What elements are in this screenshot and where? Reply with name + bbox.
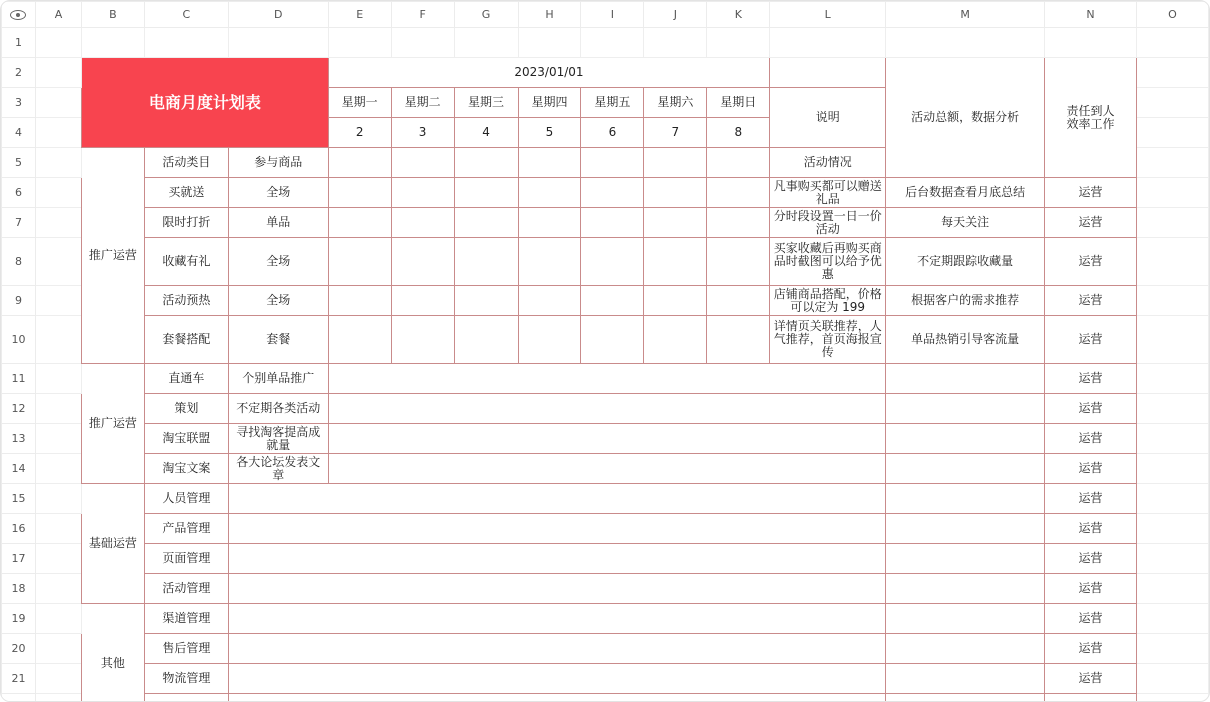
column-header[interactable]: E	[328, 2, 391, 28]
cell[interactable]	[391, 148, 454, 178]
activity-type-cell[interactable]: 产品管理	[144, 514, 228, 544]
cell[interactable]	[35, 664, 81, 694]
cell[interactable]	[707, 286, 770, 316]
owner-cell[interactable]: 运营	[1045, 484, 1137, 514]
cell[interactable]	[144, 28, 228, 58]
activity-type-cell[interactable]: 物流管理	[144, 664, 228, 694]
row-header[interactable]: 12	[2, 394, 36, 424]
cell[interactable]	[35, 634, 81, 664]
cell[interactable]	[35, 238, 81, 286]
merged-cell[interactable]	[228, 694, 885, 702]
cell[interactable]	[644, 286, 707, 316]
note-cell[interactable]: 分时段设置一日一价活动	[770, 208, 886, 238]
day-number-cell[interactable]: 7	[644, 118, 707, 148]
cell[interactable]	[35, 88, 81, 118]
row-header[interactable]: 1	[2, 28, 36, 58]
cell[interactable]	[886, 664, 1045, 694]
note-header-cell[interactable]: 说明	[770, 88, 886, 148]
goods-cell[interactable]: 全场	[228, 178, 328, 208]
column-header[interactable]: N	[1045, 2, 1137, 28]
cell[interactable]	[35, 694, 81, 702]
owner-cell[interactable]: 运营	[1045, 544, 1137, 574]
sheet-row	[2, 634, 1209, 664]
merged-cell[interactable]	[328, 424, 885, 454]
cell[interactable]	[1136, 394, 1208, 424]
owner-cell[interactable]: 运营	[1045, 316, 1137, 364]
owner-header-cell[interactable]: 责任到人 效率工作	[1045, 58, 1137, 178]
cell[interactable]	[35, 484, 81, 514]
cell[interactable]	[228, 28, 328, 58]
cell[interactable]	[328, 28, 391, 58]
cell[interactable]	[454, 178, 518, 208]
cell[interactable]	[581, 208, 644, 238]
cell[interactable]	[1136, 286, 1208, 316]
cell[interactable]	[581, 178, 644, 208]
cell[interactable]	[707, 148, 770, 178]
cell[interactable]	[1136, 148, 1208, 178]
cell[interactable]	[1136, 118, 1208, 148]
sheet-row	[2, 286, 1209, 316]
cell[interactable]	[35, 604, 81, 634]
owner-cell[interactable]: 运营	[1045, 286, 1137, 316]
cell[interactable]	[454, 28, 518, 58]
row-header[interactable]: 9	[2, 286, 36, 316]
cell[interactable]	[581, 316, 644, 364]
row-header[interactable]	[2, 694, 36, 702]
cell[interactable]	[644, 208, 707, 238]
note-cell[interactable]: 买家收藏后再购买商品时截图可以给予优惠	[770, 238, 886, 286]
day-number-cell[interactable]: 5	[518, 118, 581, 148]
cell[interactable]	[144, 694, 228, 702]
group-cell[interactable]: 基础运营	[81, 484, 144, 604]
weekday-cell[interactable]: 星期三	[454, 88, 518, 118]
activity-type-cell[interactable]: 售后管理	[144, 634, 228, 664]
row-header[interactable]: 16	[2, 514, 36, 544]
cell[interactable]	[328, 316, 391, 364]
cell[interactable]	[1136, 694, 1208, 702]
cell[interactable]	[518, 148, 581, 178]
sheet-row	[2, 28, 1209, 58]
row-header[interactable]: 4	[2, 118, 36, 148]
row-header[interactable]: 19	[2, 604, 36, 634]
goods-cell[interactable]: 套餐	[228, 316, 328, 364]
cell[interactable]	[1136, 544, 1208, 574]
row-header[interactable]: 17	[2, 544, 36, 574]
cell[interactable]	[35, 454, 81, 484]
merged-cell[interactable]	[228, 634, 885, 664]
column-header[interactable]: D	[228, 2, 328, 28]
cell[interactable]	[707, 316, 770, 364]
sheet-row	[2, 604, 1209, 634]
cell[interactable]	[328, 208, 391, 238]
cell[interactable]	[707, 28, 770, 58]
cell[interactable]	[1136, 88, 1208, 118]
cell[interactable]	[328, 178, 391, 208]
cell[interactable]	[886, 694, 1045, 702]
activity-type-cell[interactable]: 策划	[144, 394, 228, 424]
weekday-cell[interactable]: 星期四	[518, 88, 581, 118]
cell[interactable]	[644, 178, 707, 208]
cell[interactable]	[518, 208, 581, 238]
sheet-row	[2, 514, 1209, 544]
sheet-row	[2, 364, 1209, 394]
cell[interactable]	[1136, 664, 1208, 694]
activity-type-cell[interactable]: 限时打折	[144, 208, 228, 238]
column-header[interactable]: G	[454, 2, 518, 28]
owner-cell[interactable]: 运营	[1045, 238, 1137, 286]
col-header-cell[interactable]: 参与商品	[228, 148, 328, 178]
merged-cell[interactable]	[328, 364, 885, 394]
day-number-cell[interactable]: 8	[707, 118, 770, 148]
analysis-cell[interactable]: 每天关注	[886, 208, 1045, 238]
sheet-row	[2, 178, 1209, 208]
col-header-cell[interactable]: 活动情况	[770, 148, 886, 178]
cell[interactable]	[328, 286, 391, 316]
cell[interactable]	[1045, 28, 1137, 58]
column-header[interactable]: J	[644, 2, 707, 28]
merged-cell[interactable]	[228, 514, 885, 544]
cell[interactable]	[581, 148, 644, 178]
row-header[interactable]: 10	[2, 316, 36, 364]
cell[interactable]	[35, 364, 81, 394]
cell[interactable]	[1136, 178, 1208, 208]
goods-cell[interactable]: 各大论坛发表文章	[228, 454, 328, 484]
cell[interactable]	[35, 118, 81, 148]
cell[interactable]	[35, 574, 81, 604]
cell[interactable]	[35, 28, 81, 58]
goods-cell[interactable]: 寻找淘客提高成就量	[228, 424, 328, 454]
sheet-row	[2, 238, 1209, 286]
date-cell[interactable]: 2023/01/01	[328, 58, 770, 88]
analysis-cell[interactable]: 后台数据查看月底总结	[886, 178, 1045, 208]
cell[interactable]	[454, 316, 518, 364]
activity-type-cell[interactable]: 淘宝联盟	[144, 424, 228, 454]
cell[interactable]	[1136, 454, 1208, 484]
cell[interactable]	[1136, 238, 1208, 286]
analysis-cell[interactable]: 单品热销引导客流量	[886, 316, 1045, 364]
merged-cell[interactable]	[328, 454, 885, 484]
weekday-cell[interactable]: 星期二	[391, 88, 454, 118]
row-header[interactable]: 13	[2, 424, 36, 454]
row-header[interactable]: 7	[2, 208, 36, 238]
group-cell[interactable]: 其他	[81, 604, 144, 702]
note-cell[interactable]: 凡事购买都可以赠送礼品	[770, 178, 886, 208]
row-header[interactable]: 8	[2, 238, 36, 286]
day-number-cell[interactable]: 3	[391, 118, 454, 148]
weekday-cell[interactable]: 星期日	[707, 88, 770, 118]
cell[interactable]	[35, 514, 81, 544]
analysis-cell[interactable]: 根据客户的需求推荐	[886, 286, 1045, 316]
sheet-row	[2, 394, 1209, 424]
cell[interactable]	[886, 604, 1045, 634]
sheet-row	[2, 58, 1209, 88]
cell[interactable]	[328, 148, 391, 178]
cell[interactable]	[1136, 424, 1208, 454]
column-header[interactable]: F	[391, 2, 454, 28]
day-number-cell[interactable]: 2	[328, 118, 391, 148]
cell[interactable]	[35, 424, 81, 454]
note-cell[interactable]: 详情页关联推荐，人气推荐，首页海报宣传	[770, 316, 886, 364]
analysis-header-cell[interactable]: 活动总额，数据分析	[886, 58, 1045, 178]
cell[interactable]	[1136, 484, 1208, 514]
goods-cell[interactable]: 单品	[228, 208, 328, 238]
owner-cell[interactable]: 运营	[1045, 208, 1137, 238]
row-header[interactable]: 21	[2, 664, 36, 694]
cell[interactable]	[518, 286, 581, 316]
analysis-cell[interactable]: 不定期跟踪收藏量	[886, 238, 1045, 286]
goods-cell[interactable]: 不定期各类活动	[228, 394, 328, 424]
cell[interactable]	[1136, 634, 1208, 664]
owner-cell[interactable]: 运营	[1045, 574, 1137, 604]
cell[interactable]	[391, 28, 454, 58]
cell[interactable]	[391, 208, 454, 238]
merged-cell[interactable]	[228, 604, 885, 634]
cell[interactable]	[35, 394, 81, 424]
sheet-row	[2, 664, 1209, 694]
owner-cell[interactable]: 运营	[1045, 178, 1137, 208]
column-header-row	[2, 2, 1209, 28]
cell[interactable]	[35, 316, 81, 364]
cell[interactable]	[581, 28, 644, 58]
cell[interactable]	[35, 544, 81, 574]
note-cell[interactable]: 店铺商品搭配，价格可以定为 199	[770, 286, 886, 316]
activity-type-cell[interactable]: 套餐搭配	[144, 316, 228, 364]
sheet-row	[2, 484, 1209, 514]
cell[interactable]	[886, 634, 1045, 664]
cell[interactable]	[581, 238, 644, 286]
cell[interactable]	[518, 28, 581, 58]
cell[interactable]	[454, 208, 518, 238]
column-header[interactable]: K	[707, 2, 770, 28]
cell[interactable]	[1136, 514, 1208, 544]
cell[interactable]	[886, 394, 1045, 424]
cell[interactable]	[886, 454, 1045, 484]
row-header[interactable]: 2	[2, 58, 36, 88]
cell[interactable]	[1136, 58, 1208, 88]
row-header[interactable]: 11	[2, 364, 36, 394]
title-cell[interactable]: 电商月度计划表	[81, 58, 328, 148]
cell[interactable]	[35, 148, 81, 178]
activity-type-cell[interactable]: 活动预热	[144, 286, 228, 316]
cell[interactable]	[328, 238, 391, 286]
cell[interactable]	[454, 148, 518, 178]
owner-cell[interactable]: 运营	[1045, 424, 1137, 454]
cell[interactable]	[518, 238, 581, 286]
weekday-cell[interactable]: 星期一	[328, 88, 391, 118]
sheet-row	[2, 424, 1209, 454]
owner-cell[interactable]: 运营	[1045, 514, 1137, 544]
column-header[interactable]: L	[770, 2, 886, 28]
cell[interactable]	[770, 58, 886, 88]
cell[interactable]	[454, 238, 518, 286]
cell[interactable]	[886, 514, 1045, 544]
cell[interactable]	[518, 316, 581, 364]
column-header[interactable]: M	[886, 2, 1045, 28]
owner-cell[interactable]: 运营	[1045, 664, 1137, 694]
row-header[interactable]: 6	[2, 178, 36, 208]
cell[interactable]	[391, 178, 454, 208]
sheet-grid	[1, 1, 1209, 702]
cell[interactable]	[707, 178, 770, 208]
row-header[interactable]: 14	[2, 454, 36, 484]
cell[interactable]	[391, 316, 454, 364]
day-number-cell[interactable]: 6	[581, 118, 644, 148]
activity-type-cell[interactable]: 收藏有礼	[144, 238, 228, 286]
cell[interactable]	[644, 316, 707, 364]
cell[interactable]	[391, 286, 454, 316]
merged-cell[interactable]	[228, 484, 885, 514]
activity-type-cell[interactable]: 人员管理	[144, 484, 228, 514]
merged-cell[interactable]	[328, 394, 885, 424]
row-header[interactable]: 5	[2, 148, 36, 178]
cell[interactable]	[1136, 364, 1208, 394]
column-header[interactable]: C	[144, 2, 228, 28]
cell[interactable]	[35, 178, 81, 208]
owner-cell[interactable]: 运营	[1045, 454, 1137, 484]
cell[interactable]	[644, 28, 707, 58]
day-number-cell[interactable]: 4	[454, 118, 518, 148]
cell[interactable]	[1136, 208, 1208, 238]
cell[interactable]	[886, 484, 1045, 514]
cell[interactable]	[1136, 604, 1208, 634]
cell[interactable]	[454, 286, 518, 316]
goods-cell[interactable]: 全场	[228, 286, 328, 316]
cell[interactable]	[707, 238, 770, 286]
row-header[interactable]: 3	[2, 88, 36, 118]
row-header[interactable]: 15	[2, 484, 36, 514]
cell[interactable]	[581, 286, 644, 316]
sheet-row	[2, 454, 1209, 484]
cell[interactable]	[886, 364, 1045, 394]
cell[interactable]	[1045, 694, 1137, 702]
col-header-cell[interactable]: 活动类目	[144, 148, 228, 178]
column-header[interactable]: A	[35, 2, 81, 28]
cell[interactable]	[886, 544, 1045, 574]
group-cell[interactable]: 推广运营	[81, 148, 144, 364]
weekday-cell[interactable]: 星期六	[644, 88, 707, 118]
cell[interactable]	[81, 28, 144, 58]
cell[interactable]	[1136, 28, 1208, 58]
sheet-row	[2, 208, 1209, 238]
select-all-corner[interactable]	[2, 2, 36, 28]
column-header[interactable]: B	[81, 2, 144, 28]
activity-type-cell[interactable]: 渠道管理	[144, 604, 228, 634]
cell[interactable]	[35, 58, 81, 88]
activity-type-cell[interactable]: 直通车	[144, 364, 228, 394]
column-header[interactable]: O	[1136, 2, 1208, 28]
weekday-cell[interactable]: 星期五	[581, 88, 644, 118]
owner-cell[interactable]: 运营	[1045, 604, 1137, 634]
cell[interactable]	[886, 424, 1045, 454]
goods-cell[interactable]: 全场	[228, 238, 328, 286]
merged-cell[interactable]	[228, 574, 885, 604]
cell[interactable]	[886, 28, 1045, 58]
sheet-row	[2, 544, 1209, 574]
goods-cell[interactable]: 个别单品推广	[228, 364, 328, 394]
row-header[interactable]: 20	[2, 634, 36, 664]
cell[interactable]	[644, 148, 707, 178]
sheet-row	[2, 574, 1209, 604]
activity-type-cell[interactable]: 买就送	[144, 178, 228, 208]
sheet-row	[2, 694, 1209, 702]
activity-type-cell[interactable]: 活动管理	[144, 574, 228, 604]
row-header[interactable]: 18	[2, 574, 36, 604]
cell[interactable]	[1136, 316, 1208, 364]
merged-cell[interactable]	[228, 664, 885, 694]
cell[interactable]	[770, 28, 886, 58]
cell[interactable]	[886, 574, 1045, 604]
cell[interactable]	[35, 208, 81, 238]
activity-type-cell[interactable]: 页面管理	[144, 544, 228, 574]
owner-cell[interactable]: 运营	[1045, 634, 1137, 664]
cell[interactable]	[35, 286, 81, 316]
column-header[interactable]: H	[518, 2, 581, 28]
activity-type-cell[interactable]: 淘宝文案	[144, 454, 228, 484]
eye-icon[interactable]	[10, 10, 26, 20]
cell[interactable]	[1136, 574, 1208, 604]
owner-cell[interactable]: 运营	[1045, 394, 1137, 424]
cell[interactable]	[707, 208, 770, 238]
merged-cell[interactable]	[228, 544, 885, 574]
cell[interactable]	[644, 238, 707, 286]
owner-cell[interactable]: 运营	[1045, 364, 1137, 394]
cell[interactable]	[518, 178, 581, 208]
sheet-row	[2, 316, 1209, 364]
group-cell[interactable]: 推广运营	[81, 364, 144, 484]
cell[interactable]	[391, 238, 454, 286]
column-header[interactable]: I	[581, 2, 644, 28]
